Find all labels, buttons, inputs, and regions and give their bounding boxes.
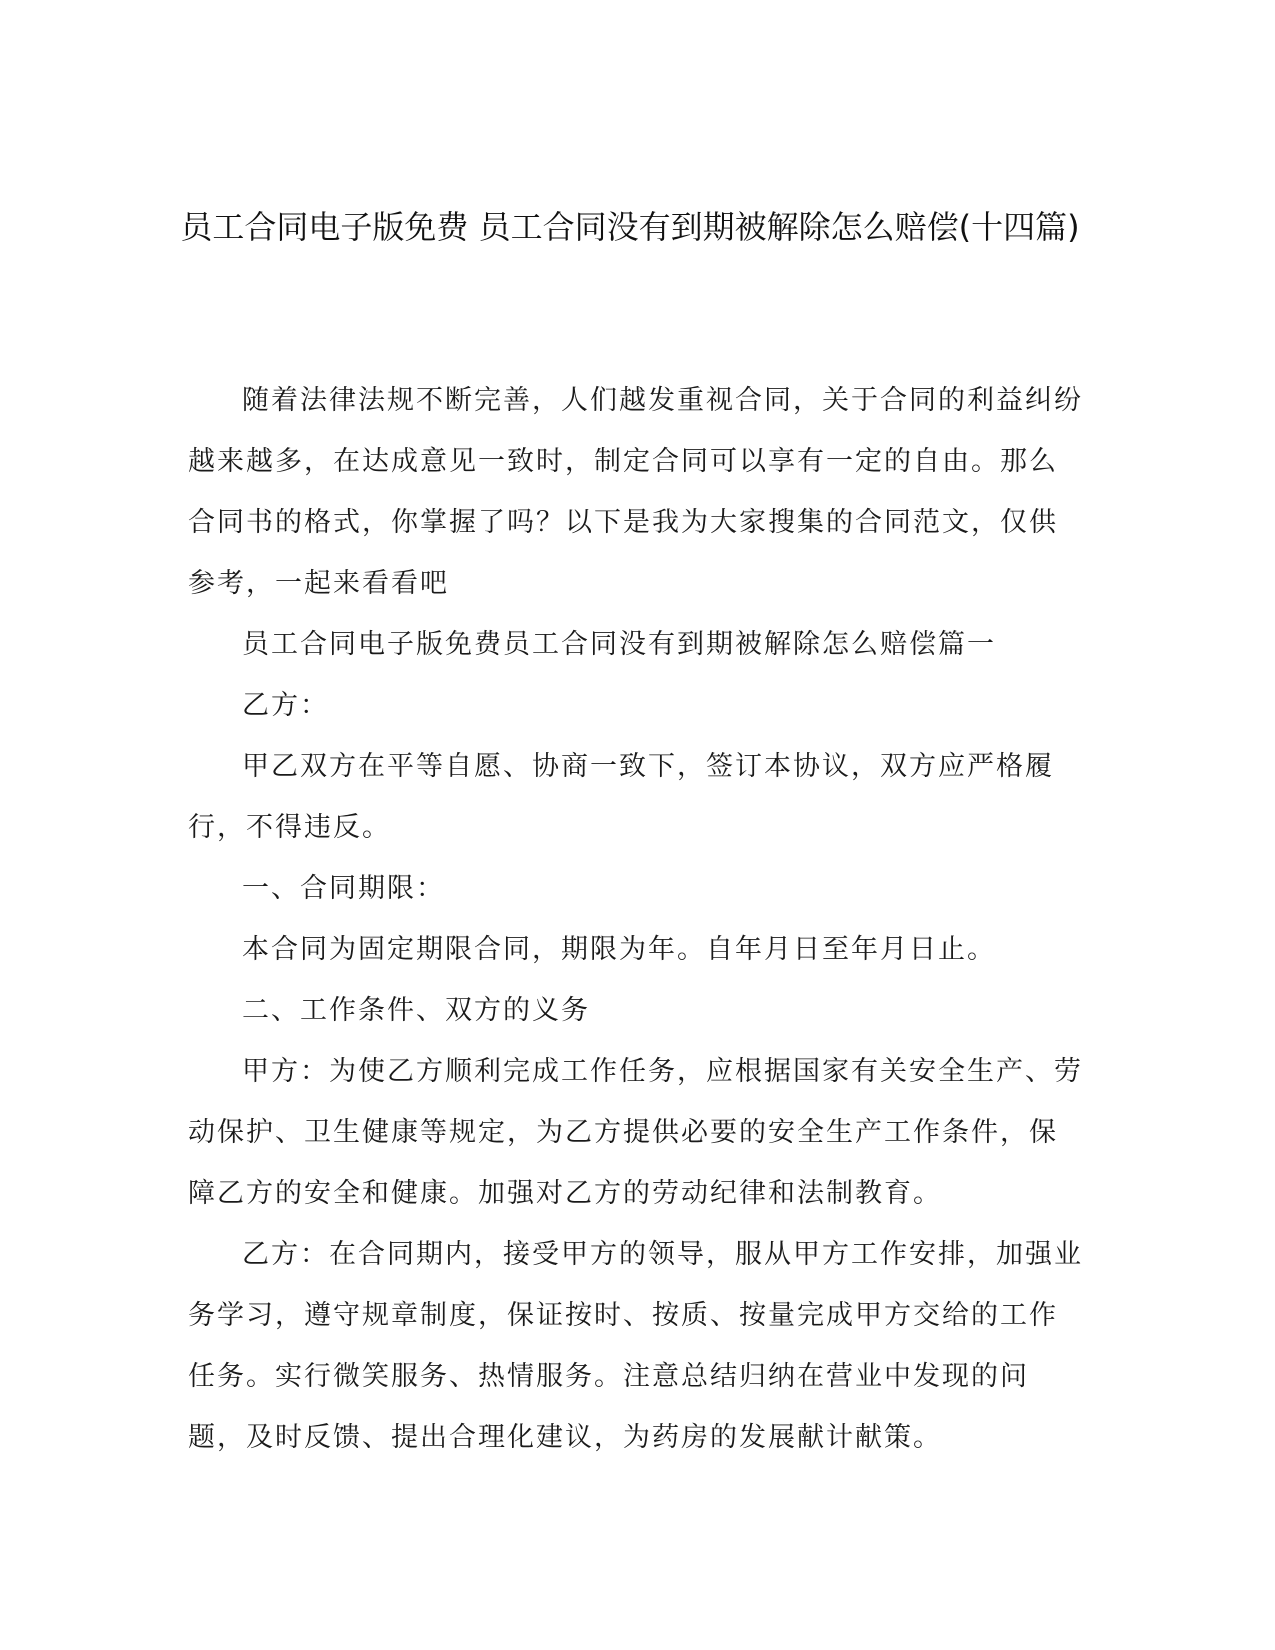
- paragraph-intro: 随着法律法规不断完善，人们越发重视合同，关于合同的利益纠纷越来越多，在达成意见一致时，制定合同可以享有一定的自由。那么合同书的格式，你掌握了吗？以下是我为大家搜集的合同范文，仅供参考，一起来看看吧: [188, 385, 1083, 599]
- paragraph-obligations-heading: 二、工作条件、双方的义务: [242, 995, 590, 1026]
- document-title: 员工合同电子版免费 员工合同没有到期被解除怎么赔偿(十四篇): [180, 208, 1080, 246]
- paragraph-term-heading: 一、合同期限：: [242, 873, 445, 904]
- paragraph-party-b-duties: 乙方：在合同期内，接受甲方的领导，服从甲方工作安排，加强业务学习，遵守规章制度，保证按时、按质、按量完成甲方交给的工作任务。实行微笑服务、热情服务。注意总结归纳在营业中发现的问题，及时反馈、提出合理化建议，为药房的发展献计献策。: [188, 1239, 1083, 1453]
- paragraph-party-b: 乙方：: [242, 690, 329, 721]
- paragraph-term: 本合同为固定期限合同，期限为年。自年月日至年月日止。: [242, 934, 996, 965]
- paragraph-agreement: 甲乙双方在平等自愿、协商一致下，签订本协议，双方应严格履行，不得违反。: [188, 751, 1054, 843]
- paragraph-section-heading: 员工合同电子版免费员工合同没有到期被解除怎么赔偿篇一: [242, 629, 996, 660]
- paragraph-party-a-duties: 甲方：为使乙方顺利完成工作任务，应根据国家有关安全生产、劳动保护、卫生健康等规定，为乙方提供必要的安全生产工作条件，保障乙方的安全和健康。加强对乙方的劳动纪律和法制教育。: [188, 1056, 1083, 1209]
- document-body: [188, 370, 1083, 1468]
